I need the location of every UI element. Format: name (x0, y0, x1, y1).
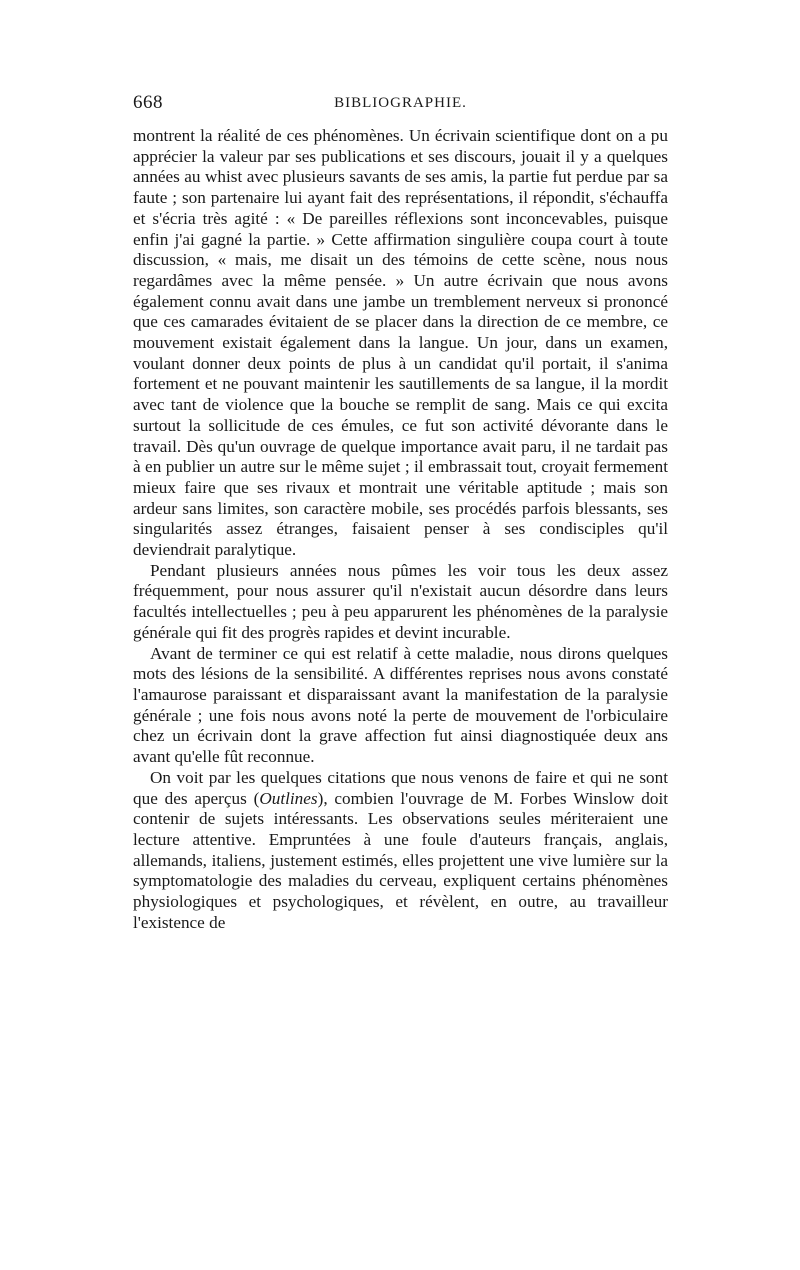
page-header (133, 92, 668, 122)
paragraph-4 (133, 768, 668, 934)
paragraph-4-text-before: On voit par les quelques citations que nous venons de faire et qui ne sont que des aperçus ( (133, 767, 668, 808)
paragraph-4-italic-term: Outlines (259, 788, 318, 808)
paragraph-1: montrent la réalité de ces phénomènes. Un écrivain scientifique dont on a pu apprécier la valeur par ses publications et ses discours, jouait il y a quelques années au whist avec plusieurs savants de ses amis, la partie fut perdue par sa faute ; son partenaire lui ayant fait des représentations, il répondit, s'échauffa et s'écria très agité : « De pareilles réflexions sont inconcevables, puisque enfin j'ai gagné la partie. » Cette affirmation singulière coupa court à toute discussion, « mais, me disait un des témoins de cette scène, nous nous regardâmes avec la même pensée. » Un autre écrivain que nous avons également connu avait dans une jambe un tremblement nerveux si prononcé que ces camarades évitaient de se placer dans la direction de ce membre, ce mouvement existait également dans la langue. Un jour, dans un examen, voulant donner deux points de plus à un candidat qu'il portait, il s'anima fortement et ne pouvant maintenir les sautillements de sa langue, il la mordit avec tant de violence que la bouche se remplit de sang. Mais ce qui excita surtout la sollicitude de ces émules, ce fut son activité dévorante dans le travail. Dès qu'un ouvrage de quelque importance avait paru, il ne tardait pas à en publier un autre sur le même sujet ; il embrassait tout, croyait fermement mieux faire que ses rivaux et montrait une véritable aptitude ; mais son ardeur sans limites, son caractère mobile, ses procédés parfois blessants, ses singularités assez étranges, faisaient penser à ses condisciples qu'il deviendrait paralytique. (133, 126, 668, 560)
page-body (133, 126, 668, 933)
running-title: BIBLIOGRAPHIE. (334, 95, 467, 111)
paragraph-3: Avant de terminer ce qui est relatif à cette maladie, nous dirons quelques mots des lésions de la sensibilité. A différentes reprises nous avons constaté l'amaurose paraissant et disparaissant avant la manifestation de la paralysie générale ; une fois nous avons noté la perte de mouvement de l'orbiculaire chez un écrivain dont la grave affection fut ainsi diagnostiquée deux ans avant qu'elle fût reconnue. (133, 643, 668, 767)
paragraph-2: Pendant plusieurs années nous pûmes les voir tous les deux assez fréquemment, pour nous assurer qu'il n'existait aucun désordre dans leurs facultés intellectuelles ; peu à peu apparurent les phénomènes de la paralysie générale qui fit des progrès rapides et devint incurable. (133, 560, 668, 642)
page-number: 668 (133, 92, 163, 113)
paragraph-4-text-after: ), combien l'ouvrage de M. Forbes Winslow doit contenir de sujets intéressants. Les observations seules mériteraient une lecture attentive. Empruntées à une foule d'auteurs français, anglais, allemands, italiens, justement estimés, elles projettent une vive lumière sur la symptomatologie des maladies du cerveau, expliquent certains phénomènes physiologiques et psychologiques, et révèlent, en outre, au travailleur l'existence de (133, 788, 669, 932)
book-page (133, 92, 668, 933)
